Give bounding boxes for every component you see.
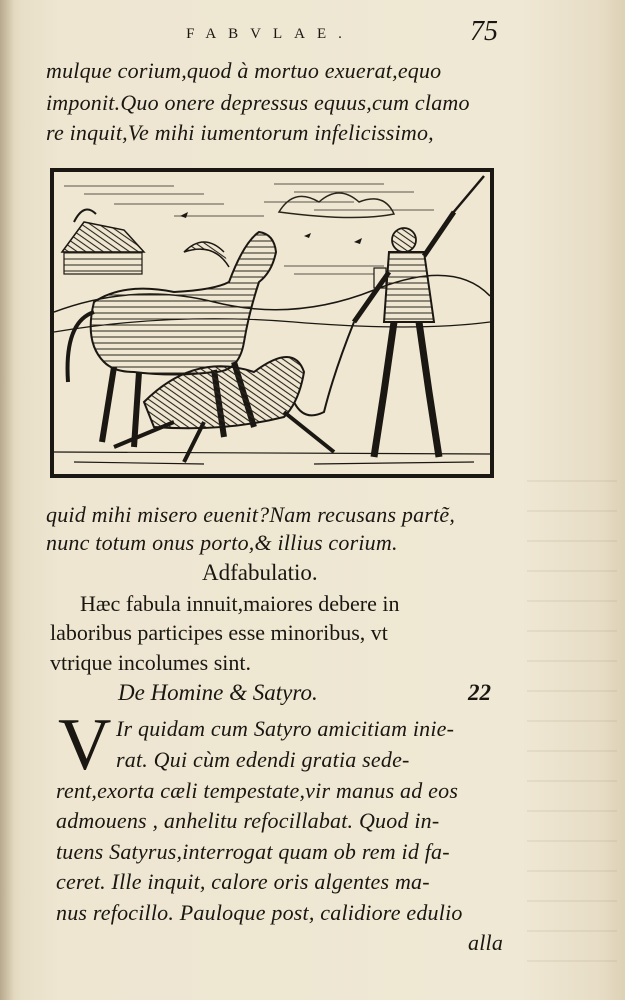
gutter-shadow (0, 0, 14, 1000)
moral-line: Hæc fabula innuit,maiores debere in (80, 591, 400, 616)
drop-cap: V (58, 704, 112, 786)
text-line: quid mihi misero euenit?Nam recusans partẽ, (46, 502, 456, 527)
moral-line: vtrique incolumes sint. (50, 650, 252, 675)
fable-number: 22 (468, 680, 491, 705)
catchword: alla (468, 930, 504, 955)
text-line: imponit.Quo onere depressus equus,cum clamo (46, 90, 470, 115)
text-line: nunc totum onus porto,& illius corium. (46, 530, 398, 555)
fable-line: admouens , anhelitu refocillabat. Quod in- (56, 808, 440, 833)
text-line: mulque corium,quod à mortuo exuerat,equo (46, 58, 442, 83)
text-line: re inquit,Ve mihi iumentorum infelicissimo, (46, 120, 434, 145)
fable-line: Ir quidam cum Satyro amicitiam inie- (116, 716, 455, 741)
running-head: FABVLAE. (186, 26, 354, 42)
woodcut-illustration (50, 168, 494, 478)
page-number: 75 (470, 16, 498, 47)
moral-line: laboribus participes esse minoribus, vt (50, 620, 388, 645)
fable-line: nus refocillo. Pauloque post, calidiore edulio (56, 900, 463, 925)
fable-title: De Homine & Satyro. (118, 680, 318, 705)
adfabulatio-heading: Adfabulatio. (202, 560, 318, 585)
fable-line: ceret. Ille inquit, calore oris algentes ma- (56, 869, 430, 894)
fable-line: tuens Satyrus,interrogat quam ob rem id fa- (56, 839, 450, 864)
ink-show-through (527, 480, 617, 980)
fable-line: rent,exorta cæli tempestate,vir manus ad eos (56, 778, 459, 803)
fable-line: rat. Qui cùm edendi gratia sede- (116, 747, 410, 772)
